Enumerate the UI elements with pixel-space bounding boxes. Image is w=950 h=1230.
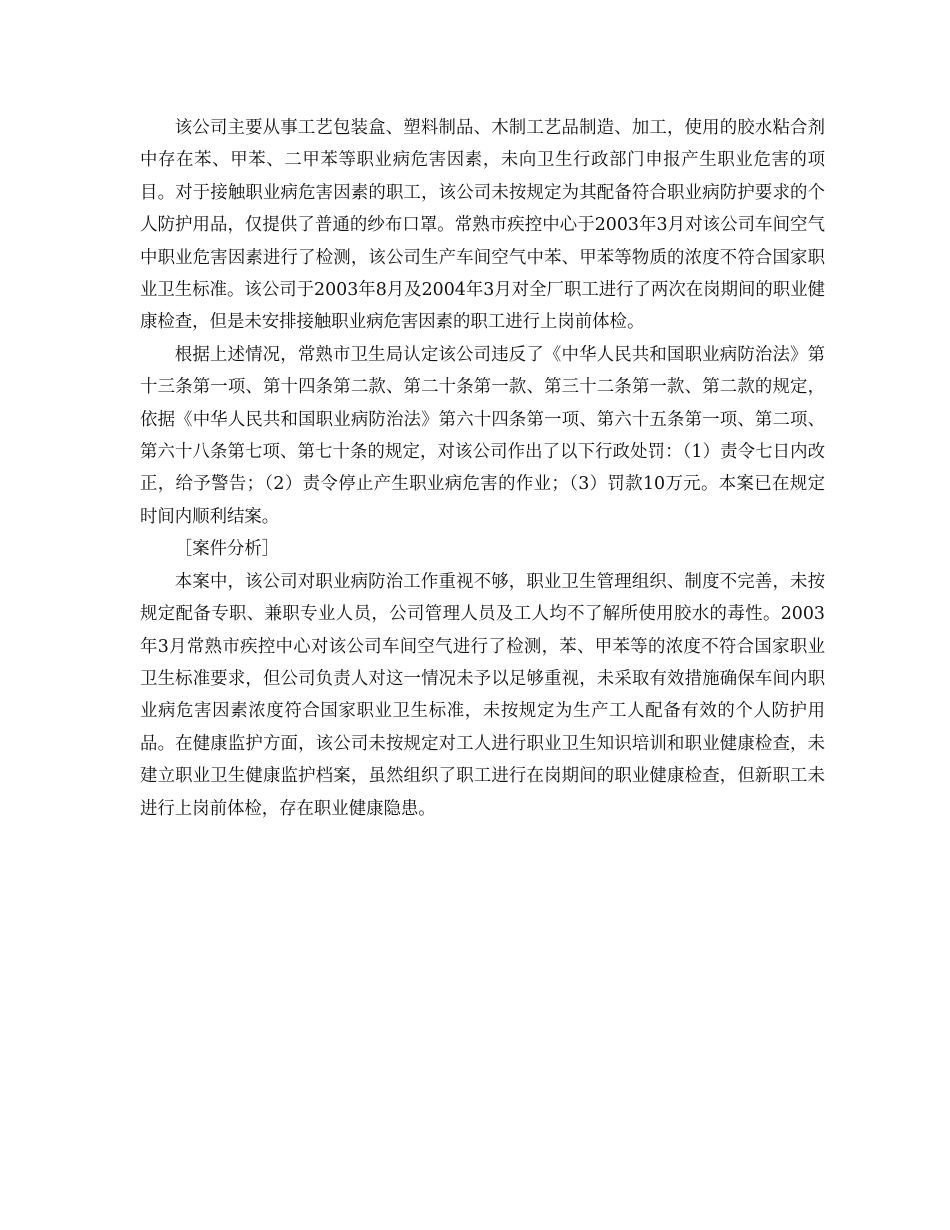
case-facts-paragraph: 该公司主要从事工艺包装盒、塑料制品、木制工艺品制造、加工，使用的胶水粘合剂中存在苯、甲苯、二甲苯等职业病危害因素，未向卫生行政部门申报产生职业危害的项目。对于接触职业病危害因素的职工，该公司未按规定为其配备符合职业病防护要求的个人防护用品，仅提供了普通的纱布口罩。常熟市疾控中心于2003年3月对该公司车间空气中职业危害因素进行了检测，该公司生产车间空气中苯、甲苯等物质的浓度不符合国家职业卫生标准。该公司于2003年8月及2004年3月对全厂职工进行了两次在岗期间的职业健康检查，但是未安排接触职业病危害因素的职工进行上岗前体检。 xyxy=(140,118,825,333)
case-analysis-paragraph: 本案中，该公司对职业病防治工作重视不够，职业卫生管理组织、制度不完善，未按规定配备专职、兼职专业人员，公司管理人员及工人均不了解所使用胶水的毒性。2003年3月常熟市疾控中心对该公司车间空气进行了检测，苯、甲苯等的浓度不符合国家职业卫生标准要求，但公司负责人对这一情况未予以足够重视，未采取有效措施确保车间内职业病危害因素浓度符合国家职业卫生标准，未按规定为生产工人配备有效的个人防护用品。在健康监护方面，该公司未按规定对工人进行职业卫生知识培训和职业健康检查，未建立职业卫生健康监护档案，虽然组织了职工进行在岗期间的职业健康检查，但新职工未进行上岗前体检，存在职业健康隐患。 xyxy=(140,571,825,819)
document-page xyxy=(140,112,825,825)
case-analysis-heading: ［案件分析］ xyxy=(174,539,280,560)
penalty-paragraph: 根据上述情况，常熟市卫生局认定该公司违反了《中华人民共和国职业病防治法》第十三条第一项、第十四条第二款、第二十条第一款、第三十二条第一款、第二款的规定，依据《中华人民共和国职业病防治法》第六十四条第一项、第六十五条第一项、第二项、第六十八条第七项、第七十条的规定，对该公司作出了以下行政处罚：（1）责令七日内改正，给予警告；（2）责令停止产生职业病危害的作业；（3）罚款10万元。本案已在规定时间内顺利结案。 xyxy=(140,344,825,527)
